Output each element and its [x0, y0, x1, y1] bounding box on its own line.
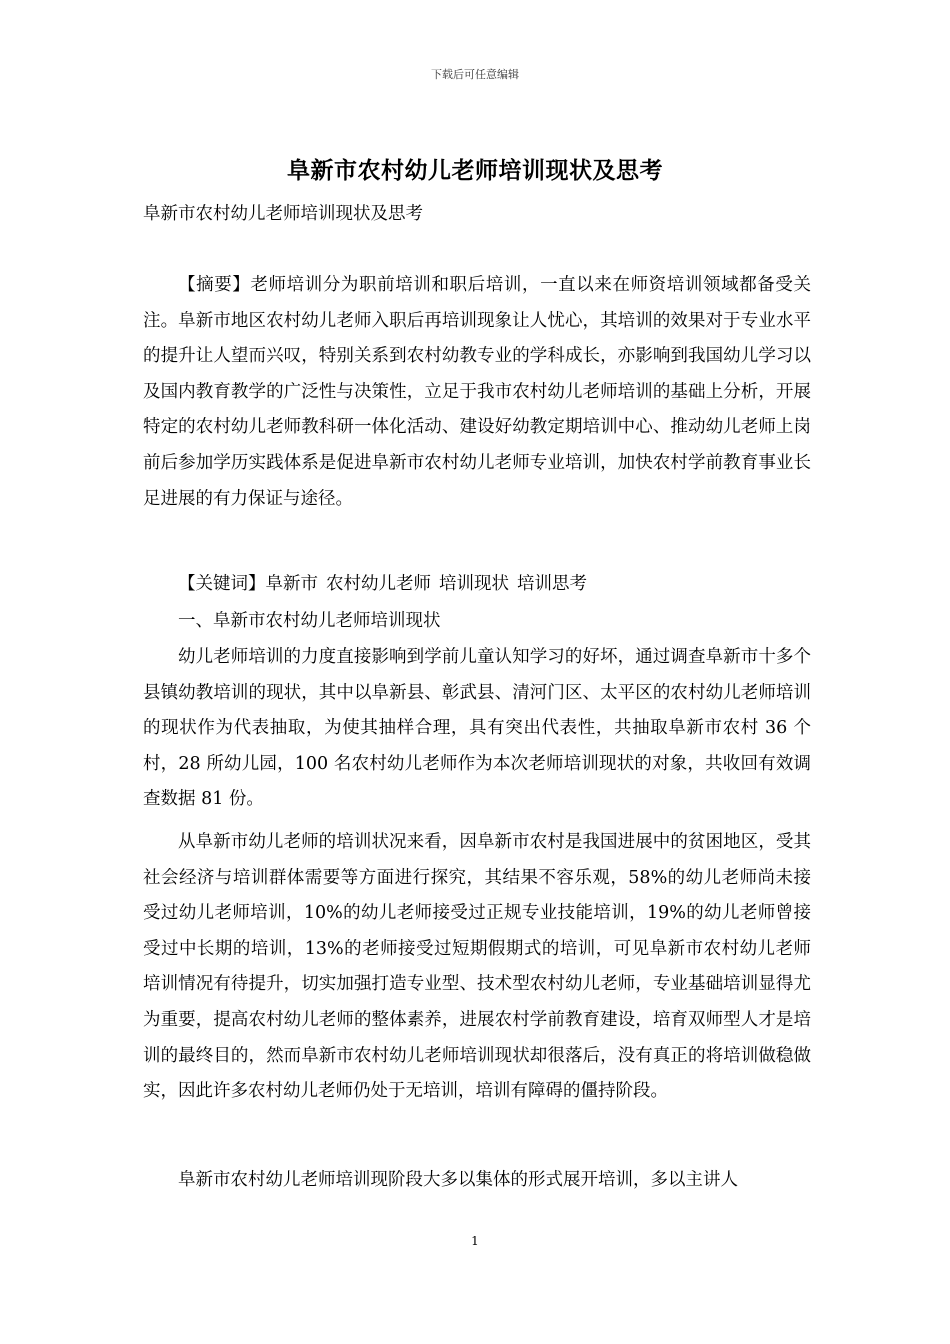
document-subtitle: 阜新市农村幼儿老师培训现状及思考 [143, 204, 423, 224]
keyword: 阜新市 [265, 574, 318, 594]
document-title: 阜新市农村幼儿老师培训现状及思考 [287, 158, 663, 184]
keyword: 农村幼儿老师 [326, 574, 431, 594]
body-paragraph: 阜新市农村幼儿老师培训现阶段大多以集体的形式展开培训，多以主讲人 [178, 1170, 738, 1190]
abstract-text: 老师培训分为职前培训和职后培训，一直以来在师资培训领域都备受关注。阜新市地区农村幼儿老师入职后再培训现象让人忧心，其培训的效果对于专业水平的提升让人望而兴叹，特别关系到农村幼教专业的学科成长，亦影响到我国幼儿学习以及国内教育教学的广泛性与决策性，立足于我市农村幼儿老师培训的基础上分析，开展特定的农村幼儿老师教科研一体化活动、建设好幼教定期培训中心、推动幼儿老师上岗前后参加学历实践体系是促进阜新市农村幼儿老师专业培训，加快农村学前教育事业长足进展的有力保证与途径。 [143, 275, 812, 509]
abstract-label: 【摘要】 [178, 275, 251, 295]
abstract-paragraph [143, 268, 811, 517]
body-paragraph: 幼儿老师培训的力度直接影响到学前儿童认知学习的好坏，通过调查阜新市十多个县镇幼教培训的现状，其中以阜新县、彰武县、清河门区、太平区的农村幼儿老师培训的现状作为代表抽取，为使其抽样合理，具有突出代表性，共抽取阜新市农村 36 个村，28 所幼儿园，100 名农村幼儿老师作为本次老师培训现状的对象，共收回有效调查数据 81 份。 [143, 647, 811, 810]
keyword: 培训思考 [517, 574, 587, 594]
header-note: 下载后可任意编辑 [431, 68, 519, 81]
keywords-label: 【关键词】 [178, 574, 266, 594]
body-paragraph: 从阜新市幼儿老师的培训状况来看，因阜新市农村是我国进展中的贫困地区，受其社会经济与培训群体需要等方面进行探究，其结果不容乐观，58%的幼儿老师尚未接受过幼儿老师培训，10%的幼儿老师接受过正规专业技能培训，19%的幼儿老师曾接受过中长期的培训，13%的老师接受过短期假期式的培训，可见阜新市农村幼儿老师培训情况有待提升，切实加强打造专业型、技术型农村幼儿老师，专业基础培训显得尤为重要，提高农村幼儿老师的整体素养，进展农村学前教育建设，培育双师型人才是培训的最终目的，然而阜新市农村幼儿老师培训现状却很落后，没有真正的将培训做稳做实，因此许多农村幼儿老师仍处于无培训，培训有障碍的僵持阶段。 [143, 832, 811, 1102]
keyword: 培训现状 [439, 574, 509, 594]
section-heading: 一、阜新市农村幼儿老师培训现状 [178, 611, 441, 631]
keywords-line [143, 567, 811, 603]
page-number: 1 [471, 1234, 479, 1248]
